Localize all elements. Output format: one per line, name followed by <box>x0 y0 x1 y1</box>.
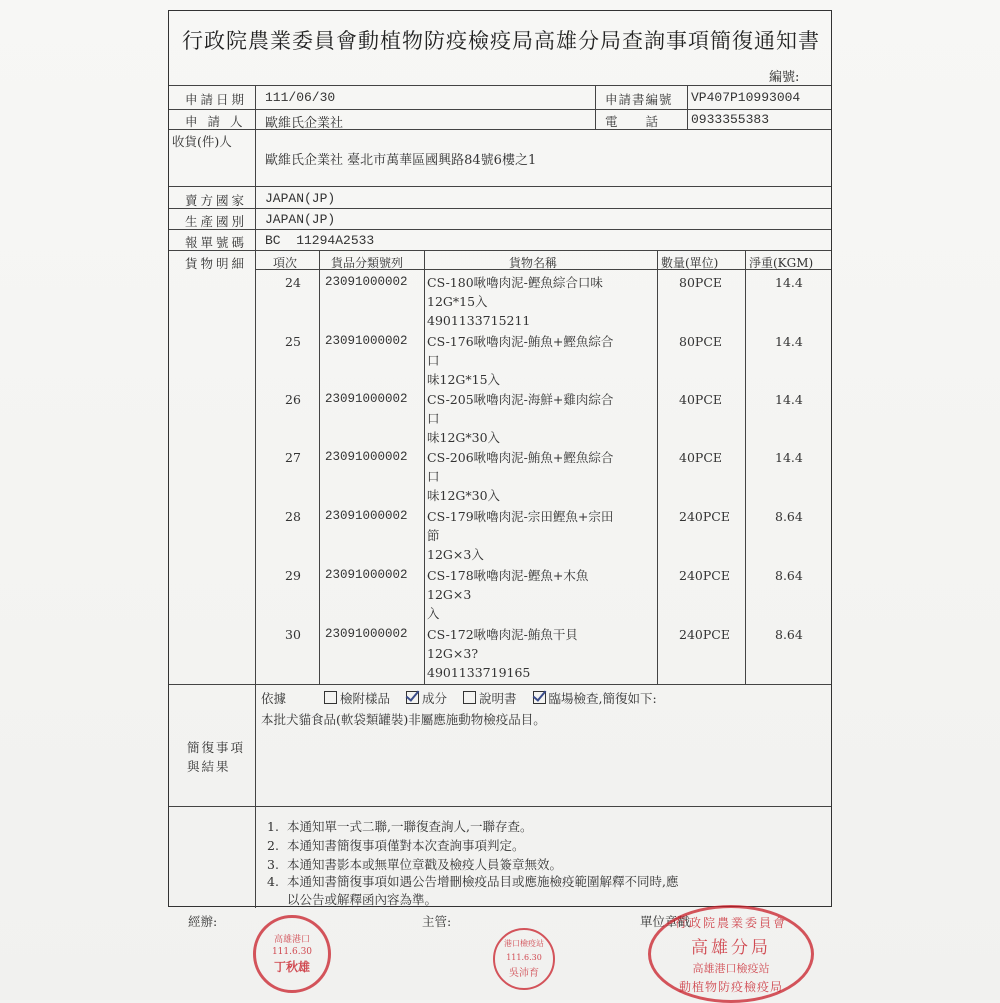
reply-result: 本批犬貓食品(軟袋類罐裝)非屬應施動物檢疫品目。 <box>261 712 546 727</box>
goods-label: 貨物明細 <box>185 256 248 271</box>
applicant-label: 申 請 人 <box>185 114 246 129</box>
row-item-no: 28 <box>285 509 301 524</box>
note-text: 本通知單一式二聯,一聯復查詢人,一聯存查。 <box>287 819 533 834</box>
row-quantity: 240PCE <box>679 568 730 583</box>
declaration-no-label: 報單號碼 <box>185 235 248 250</box>
supervisor-label: 主管: <box>422 914 452 929</box>
unit-seal-branch: 高雄分局 <box>691 938 771 958</box>
goods-name-line: 4901133715211 <box>427 313 531 328</box>
row-goods-name <box>427 567 588 624</box>
row-weight: 8.64 <box>775 568 803 583</box>
row-weight: 14.4 <box>775 275 803 290</box>
unit-seal-station: 高雄港口檢疫站 <box>692 962 770 975</box>
col-header-name: 貨物名稱 <box>509 256 558 270</box>
rule <box>319 250 320 684</box>
checkbox-icon[interactable] <box>406 691 419 704</box>
basis-option[interactable] <box>463 691 517 706</box>
goods-name-line: 節 <box>427 528 440 543</box>
goods-name-line: CS-179啾嚕肉泥-宗田鰹魚+宗田 <box>427 509 614 524</box>
basis-option[interactable] <box>406 691 447 706</box>
goods-name-line: 12G*15入 <box>427 294 488 309</box>
row-goods-name <box>427 391 613 448</box>
row-code: 23091000002 <box>325 450 408 464</box>
goods-name-line: 味12G*30入 <box>427 430 501 445</box>
row-quantity: 40PCE <box>679 392 723 407</box>
col-header-item: 項次 <box>273 256 298 270</box>
row-code: 23091000002 <box>325 275 408 289</box>
supervisor-seal-date: 111.6.30 <box>506 953 542 962</box>
checkbox-icon[interactable] <box>533 691 546 704</box>
goods-name-line: 入 <box>427 606 440 621</box>
checkbox-icon[interactable] <box>463 691 476 704</box>
apply-no: VP407P10993004 <box>691 90 801 105</box>
supervisor-seal-name: 吳沛育 <box>509 968 539 979</box>
goods-name-line: 口 <box>427 353 440 368</box>
row-item-no: 29 <box>285 568 301 583</box>
goods-name-line: CS-206啾嚕肉泥-鮪魚+鰹魚綜合 <box>427 450 614 465</box>
row-weight: 14.4 <box>775 450 803 465</box>
option-label: 檢附樣品 <box>339 691 390 706</box>
note-number: 1. <box>267 819 279 834</box>
rule <box>657 250 658 684</box>
rule <box>169 109 831 110</box>
handler-seal-date: 111.6.30 <box>271 947 313 957</box>
option-label: 臨場檢查,簡復如下: <box>548 691 657 706</box>
unit-seal <box>648 905 814 1003</box>
row-weight: 14.4 <box>775 334 803 349</box>
row-weight: 8.64 <box>775 509 803 524</box>
note-number: 2. <box>267 838 279 853</box>
rule <box>255 85 256 686</box>
row-quantity: 240PCE <box>679 627 730 642</box>
row-quantity: 80PCE <box>679 275 723 290</box>
origin-country-label: 生產國別 <box>185 214 248 229</box>
rule <box>255 686 256 908</box>
applicant: 歐維氏企業社 <box>265 116 344 131</box>
unit-seal-top: 行政院農業委員會 <box>674 916 787 930</box>
row-item-no: 26 <box>285 392 301 407</box>
option-label: 說明書 <box>479 691 517 706</box>
handler-label: 經辦: <box>188 914 218 929</box>
row-goods-name <box>427 333 613 390</box>
row-quantity: 40PCE <box>679 450 723 465</box>
row-code: 23091000002 <box>325 509 408 523</box>
goods-name-line: CS-172啾嚕肉泥-鮪魚干貝 <box>427 627 578 642</box>
row-item-no: 25 <box>285 334 301 349</box>
goods-name-line: 口 <box>427 469 440 484</box>
row-code: 23091000002 <box>325 627 408 641</box>
basis-options <box>324 691 673 706</box>
goods-name-line: 味12G*30入 <box>427 488 501 503</box>
rule <box>169 208 831 209</box>
row-goods-name <box>427 508 613 565</box>
document-title: 行政院農業委員會動植物防疫檢疫局高雄分局查詢事項簡復通知書 <box>182 29 820 53</box>
apply-no-label: 申請書編號 <box>605 92 673 107</box>
basis-option[interactable] <box>324 691 390 706</box>
rule <box>687 85 688 129</box>
unit-seal-label: 單位章戳 <box>640 914 691 929</box>
basis-line <box>261 690 673 707</box>
supervisor-seal-line: 港口檢疫站 <box>504 939 544 948</box>
row-item-no: 30 <box>285 627 301 642</box>
declaration-no: BC 11294A2533 <box>265 233 375 248</box>
goods-name-line: 4901133719165 <box>427 665 531 680</box>
apply-date: 111/06/30 <box>265 90 336 105</box>
rule <box>169 806 831 807</box>
rule <box>169 85 831 86</box>
goods-name-line: CS-205啾嚕肉泥-海鮮+雞肉綜合 <box>427 392 614 407</box>
rule <box>424 250 425 684</box>
handler-seal-name: 丁秋雄 <box>273 960 310 974</box>
option-label: 成分 <box>422 691 448 706</box>
col-header-code: 貨品分類號列 <box>331 256 404 270</box>
goods-name-line: CS-178啾嚕肉泥-鰹魚+木魚 <box>427 568 589 583</box>
row-code: 23091000002 <box>325 568 408 582</box>
row-goods-name <box>427 626 578 683</box>
row-weight: 14.4 <box>775 392 803 407</box>
note-text: 本通知書簡復事項僅對本次查詢事項判定。 <box>287 838 525 853</box>
rule <box>595 85 596 129</box>
checkbox-icon[interactable] <box>324 691 337 704</box>
goods-name-line: 12G×3入 <box>427 547 484 562</box>
note-number: 4. <box>267 874 279 889</box>
col-header-qty: 數量(單位) <box>661 256 719 270</box>
serial-label: 編號: <box>769 70 800 85</box>
row-quantity: 240PCE <box>679 509 730 524</box>
col-header-weight: 淨重(KGM) <box>749 256 814 270</box>
handler-seal-line: 高雄港口 <box>273 935 310 945</box>
goods-name-line: 味12G*15入 <box>427 372 501 387</box>
rule <box>169 186 831 187</box>
rule <box>169 684 831 685</box>
goods-name-line: 口 <box>427 411 440 426</box>
goods-name-line: 12G×3? <box>427 646 479 661</box>
row-goods-name <box>427 274 603 331</box>
consignee: 歐維氏企業社 臺北市萬華區國興路84號6樓之1 <box>265 153 537 168</box>
reply-label: 簡復事項 <box>187 740 246 755</box>
seller-country-label: 賣方國家 <box>185 193 248 208</box>
row-code: 23091000002 <box>325 334 408 348</box>
phone-label: 電 話 <box>605 114 660 129</box>
note-number: 3. <box>267 857 279 872</box>
row-quantity: 80PCE <box>679 334 723 349</box>
rule <box>169 229 831 230</box>
notification-form <box>168 10 832 907</box>
reply-label-2: 與結果 <box>187 759 231 774</box>
seller-country: JAPAN(JP) <box>265 191 336 206</box>
supervisor-seal <box>493 928 555 990</box>
note-text: 本通知書簡復事項如遇公告增刪檢疫品目或應施檢疫範圍解釋不同時,應 <box>287 874 679 889</box>
consignee-label: 收貨(件)人 <box>172 134 232 149</box>
basis-option[interactable] <box>533 691 657 706</box>
unit-seal-bottom: 動植物防疫檢疫局 <box>678 980 783 994</box>
rule <box>745 250 746 684</box>
note-text: 本通知書影本或無單位章戳及檢疫人員簽章無效。 <box>287 857 563 872</box>
row-weight: 8.64 <box>775 627 803 642</box>
basis-label: 依據 <box>261 691 287 706</box>
row-item-no: 27 <box>285 450 301 465</box>
goods-name-line: 12G×3 <box>427 587 472 602</box>
phone: 0933355383 <box>691 112 770 127</box>
handler-seal <box>253 915 331 993</box>
rule <box>169 250 831 251</box>
goods-name-line: CS-176啾嚕肉泥-鮪魚+鰹魚綜合 <box>427 334 614 349</box>
goods-name-line: CS-180啾嚕肉泥-鰹魚綜合口味 <box>427 275 603 290</box>
row-goods-name <box>427 449 613 506</box>
row-item-no: 24 <box>285 275 301 290</box>
note-text-continued: 以公告或解釋函內容為準。 <box>287 892 438 907</box>
origin-country: JAPAN(JP) <box>265 212 336 227</box>
apply-date-label: 申請日期 <box>185 92 248 107</box>
row-code: 23091000002 <box>325 392 408 406</box>
